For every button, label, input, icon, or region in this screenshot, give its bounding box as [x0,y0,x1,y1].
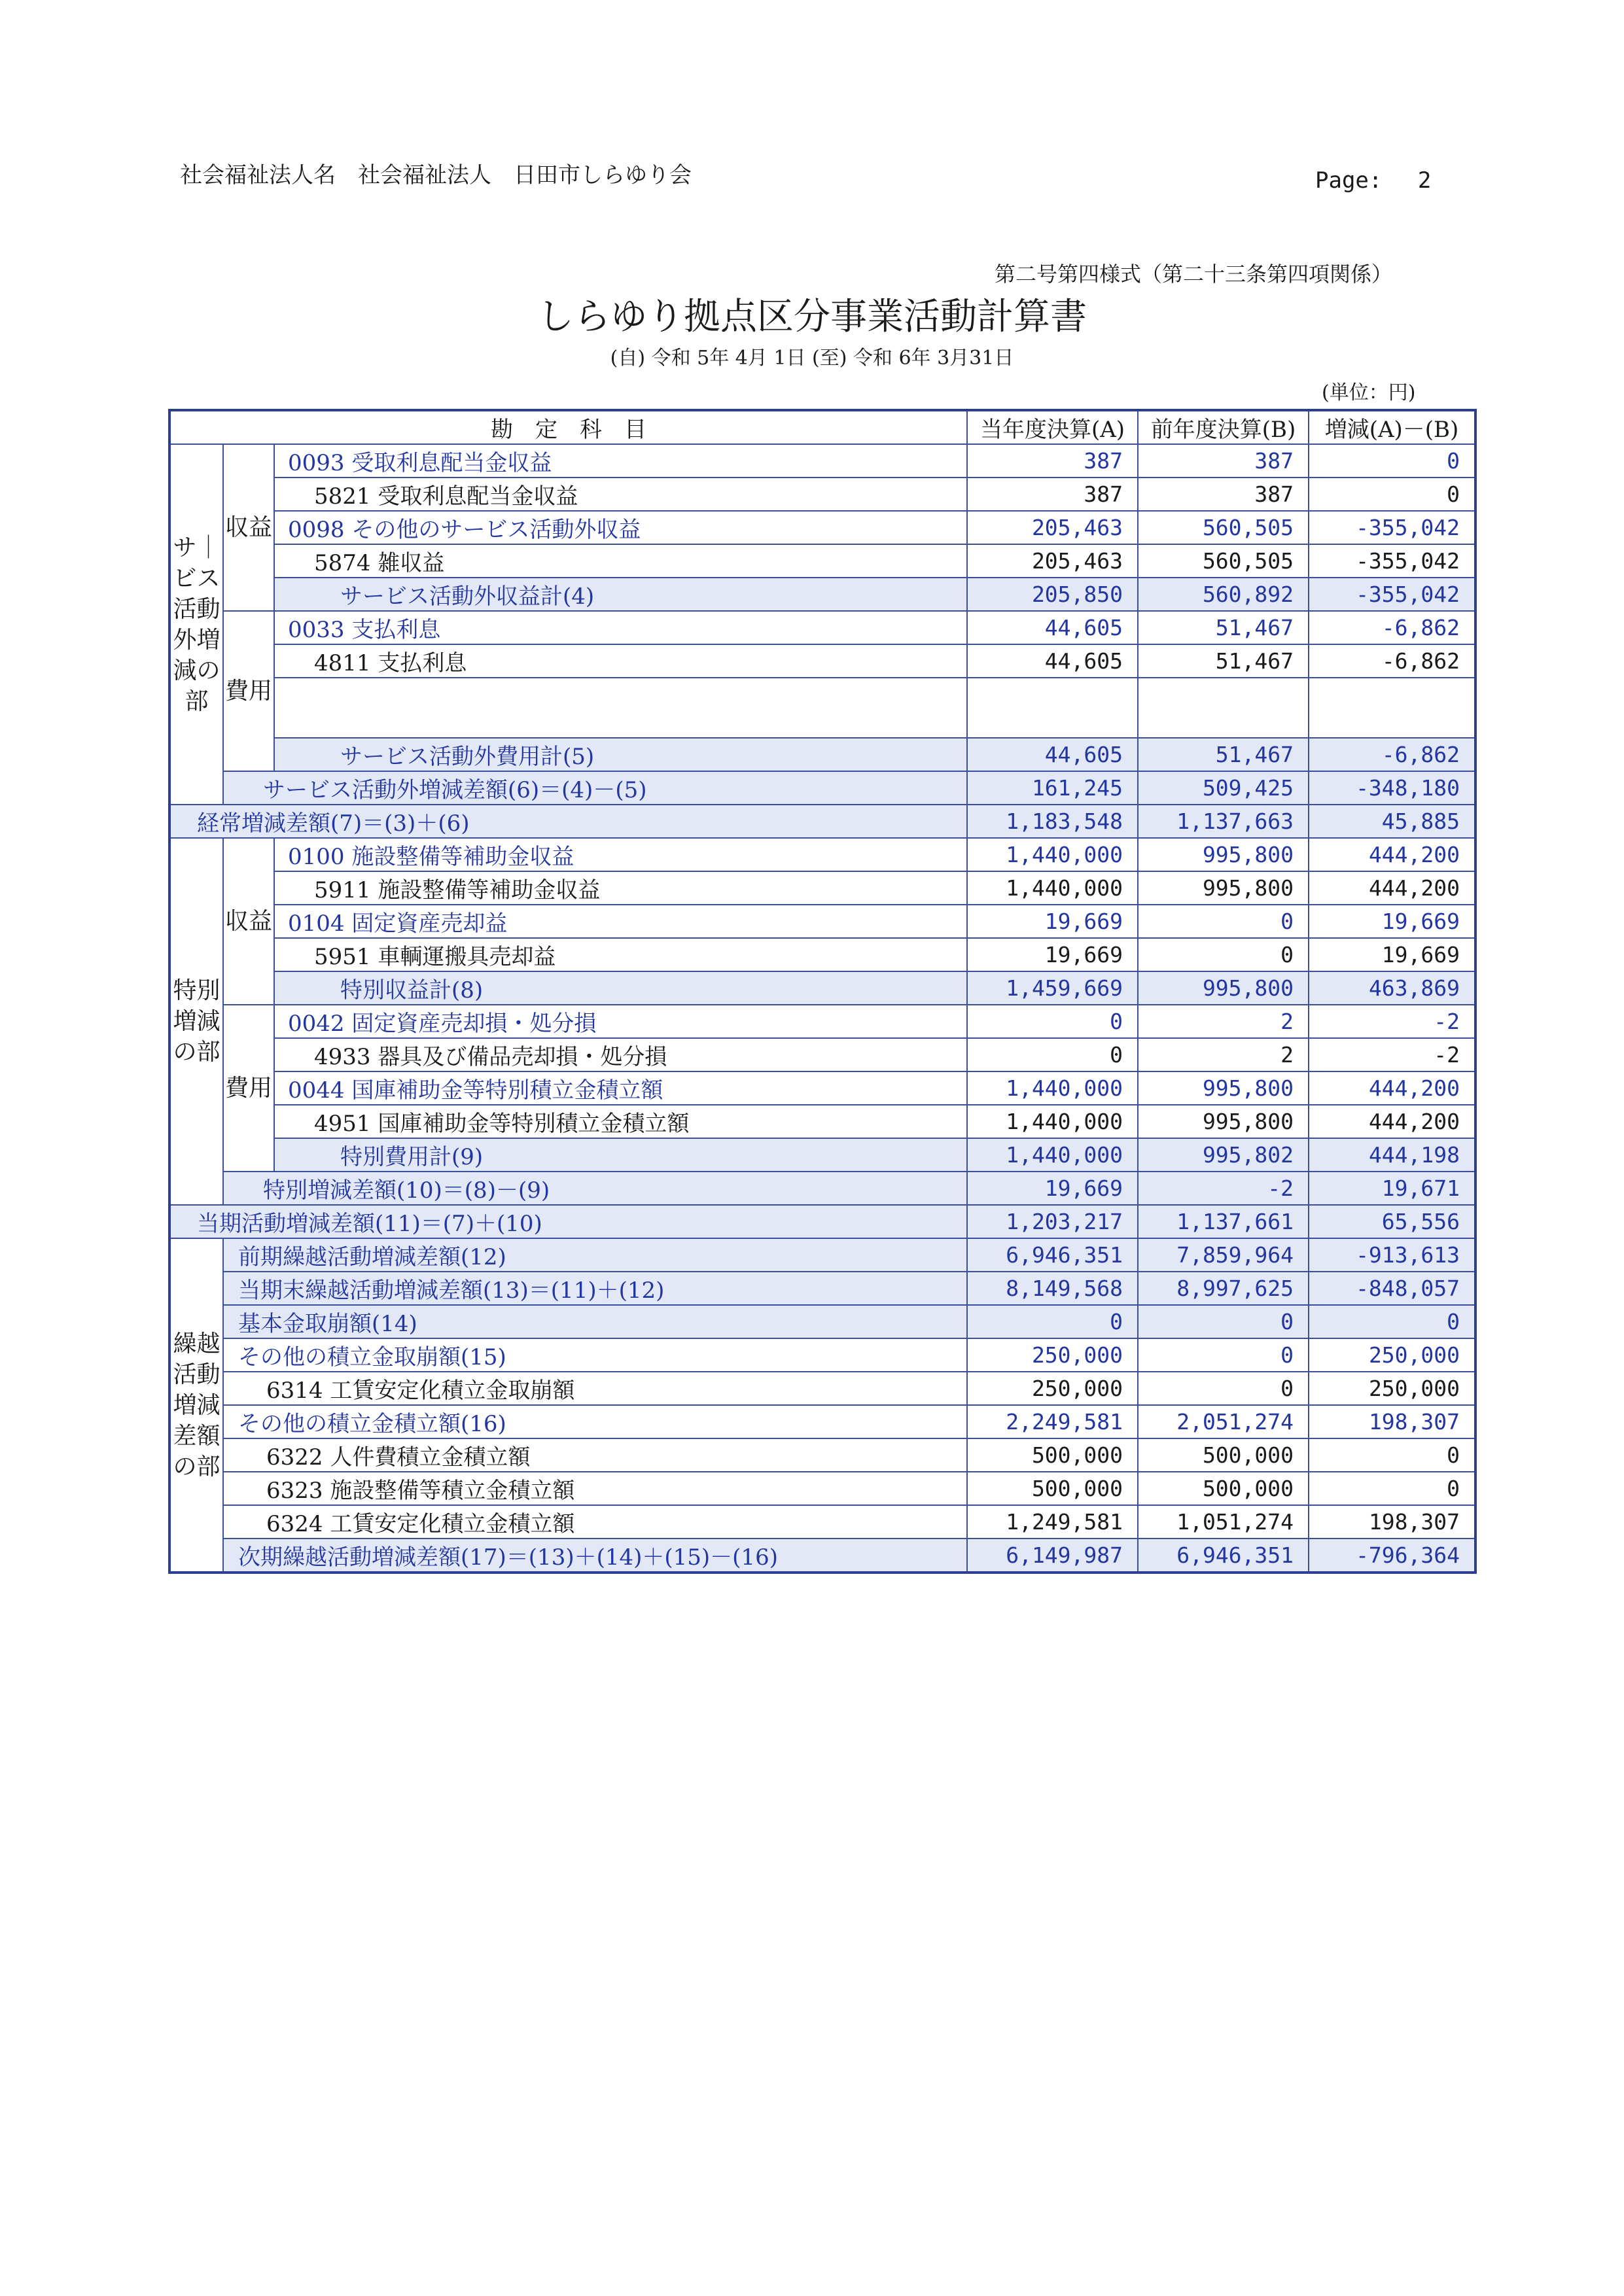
value-change: -848,057 [1309,1272,1475,1305]
value-current: 161,245 [967,771,1138,805]
value-change: 0 [1309,1438,1475,1472]
value-previous: 995,800 [1138,871,1309,905]
value-current: 44,605 [967,644,1138,678]
table-row [169,938,1475,971]
value-previous: 51,467 [1138,738,1309,771]
value-current: 19,669 [967,938,1138,971]
subtotal-row [169,738,1475,771]
blank-cell [1309,678,1475,738]
row-label: 次期繰越活動増減差額(17)＝(13)＋(14)＋(15)－(16) [223,1539,967,1573]
value-previous: 1,137,663 [1138,805,1309,838]
value-current: 6,149,987 [967,1539,1138,1573]
subtotal-row [169,1138,1475,1172]
row-label: 5911 施設整備等補助金収益 [274,871,967,905]
blank-row [169,678,1475,738]
row-label: 0104 固定資産売却益 [274,905,967,938]
table-row [169,1305,1475,1338]
value-current: 1,249,581 [967,1505,1138,1539]
value-current: 0 [967,1305,1138,1338]
value-current: 500,000 [967,1472,1138,1505]
value-previous: 500,000 [1138,1438,1309,1472]
value-current: 1,440,000 [967,871,1138,905]
value-current: 19,669 [967,1172,1138,1205]
subsection-label-income: 収益 [223,838,274,1005]
column-header-current: 当年度決算(A) [967,410,1138,444]
value-previous: 0 [1138,905,1309,938]
row-label: 当期末繰越活動増減差額(13)＝(11)＋(12) [223,1272,967,1305]
value-previous: 995,802 [1138,1138,1309,1172]
row-label: 前期繰越活動増減差額(12) [223,1238,967,1272]
value-change: 19,671 [1309,1172,1475,1205]
subsection-label-expense: 費用 [223,611,274,771]
value-change: 444,198 [1309,1138,1475,1172]
table-row [169,1238,1475,1272]
row-label: 4951 国庫補助金等特別積立金積立額 [274,1105,967,1138]
value-previous: 0 [1138,1338,1309,1372]
value-current: 387 [967,444,1138,478]
row-label: 5821 受取利息配当金収益 [274,478,967,511]
value-previous: 560,505 [1138,511,1309,544]
value-previous: 6,946,351 [1138,1539,1309,1573]
value-change: -6,862 [1309,611,1475,644]
blank-cell [1138,678,1309,738]
value-change: -348,180 [1309,771,1475,805]
table-header-row [169,410,1475,444]
value-previous: 500,000 [1138,1472,1309,1505]
row-label: 0100 施設整備等補助金収益 [274,838,967,871]
value-current: 0 [967,1005,1138,1038]
value-current: 1,440,000 [967,1105,1138,1138]
value-change: 444,200 [1309,1105,1475,1138]
form-reference: 第二号第四様式（第二十三条第四項関係） [995,262,1393,287]
value-previous: 995,800 [1138,971,1309,1005]
value-previous: 387 [1138,478,1309,511]
row-label: 4933 器具及び備品売却損・処分損 [274,1038,967,1071]
table-row [169,905,1475,938]
row-label: 5951 車輌運搬具売却益 [274,938,967,971]
value-current: 1,183,548 [967,805,1138,838]
value-previous: 2,051,274 [1138,1405,1309,1438]
value-change: 250,000 [1309,1338,1475,1372]
table-row [169,644,1475,678]
value-current: 19,669 [967,905,1138,938]
value-current: 205,850 [967,578,1138,611]
value-change: -2 [1309,1005,1475,1038]
value-previous: 0 [1138,1372,1309,1405]
value-previous: 995,800 [1138,1105,1309,1138]
section-label-service-outside: サ｜ビス活動外増減の部 [169,444,223,805]
value-change: 198,307 [1309,1505,1475,1539]
row-label: その他の積立金取崩額(15) [223,1338,967,1372]
value-change: 444,200 [1309,1071,1475,1105]
table-row [169,444,1475,478]
row-label: サービス活動外収益計(4) [274,578,967,611]
row-label: 6322 人件費積立金積立額 [223,1438,967,1472]
value-change: -2 [1309,1038,1475,1071]
value-current: 1,203,217 [967,1205,1138,1238]
value-previous: -2 [1138,1172,1309,1205]
value-previous: 51,467 [1138,611,1309,644]
value-change: 0 [1309,444,1475,478]
currency-unit: (単位：円) [1322,381,1416,404]
value-current: 250,000 [967,1372,1138,1405]
column-header-previous: 前年度決算(B) [1138,410,1309,444]
page-number: Page: 2 [1315,167,1432,194]
row-label: 6323 施設整備等積立金積立額 [223,1472,967,1505]
table-row [169,1372,1475,1405]
value-current: 44,605 [967,611,1138,644]
row-label: 特別増減差額(10)＝(8)－(9) [223,1172,967,1205]
section-label-special: 特別増減の部 [169,838,223,1205]
table-row [169,1505,1475,1539]
row-label: 0093 受取利息配当金収益 [274,444,967,478]
ordinary-difference-row [169,805,1475,838]
row-label: 基本金取崩額(14) [223,1305,967,1338]
row-label: その他の積立金積立額(16) [223,1405,967,1438]
value-previous: 995,800 [1138,1071,1309,1105]
row-label: 0033 支払利息 [274,611,967,644]
blank-cell [967,678,1138,738]
table-row [169,1272,1475,1305]
value-change: -6,862 [1309,738,1475,771]
row-label: 0044 国庫補助金等特別積立金積立額 [274,1071,967,1105]
value-current: 0 [967,1038,1138,1071]
value-change: 463,869 [1309,971,1475,1005]
value-change: 444,200 [1309,871,1475,905]
value-change: 0 [1309,478,1475,511]
value-change: -355,042 [1309,578,1475,611]
value-current: 1,440,000 [967,1138,1138,1172]
value-change: 0 [1309,1472,1475,1505]
activity-statement-table [168,409,1477,1574]
section-label-carry-forward: 繰越活動増減差額の部 [169,1238,223,1573]
value-change: 198,307 [1309,1405,1475,1438]
value-current: 250,000 [967,1338,1138,1372]
difference-row [169,1172,1475,1205]
value-previous: 509,425 [1138,771,1309,805]
value-change: -6,862 [1309,644,1475,678]
fiscal-period: (自) 令和 5年 4月 1日 (至) 令和 6年 3月31日 [610,347,1014,370]
value-previous: 560,892 [1138,578,1309,611]
row-label: 当期活動増減差額(11)＝(7)＋(10) [169,1205,967,1238]
table-row [169,611,1475,644]
value-change: 250,000 [1309,1372,1475,1405]
final-difference-row [169,1539,1475,1573]
row-label: サービス活動外増減差額(6)＝(4)－(5) [223,771,967,805]
value-change: 19,669 [1309,938,1475,971]
row-label: 0042 固定資産売却損・処分損 [274,1005,967,1038]
value-current: 1,440,000 [967,1071,1138,1105]
table-row [169,544,1475,578]
table-row [169,1472,1475,1505]
value-previous: 995,800 [1138,838,1309,871]
subtotal-row [169,578,1475,611]
value-previous: 1,051,274 [1138,1505,1309,1539]
value-current: 205,463 [967,511,1138,544]
column-header-account: 勘 定 科 目 [169,410,967,444]
value-change: -355,042 [1309,544,1475,578]
value-change: -355,042 [1309,511,1475,544]
table-row [169,1405,1475,1438]
value-current: 1,440,000 [967,838,1138,871]
table-row [169,511,1475,544]
value-previous: 560,505 [1138,544,1309,578]
organization-name: 社会福祉法人名 社会福祉法人 日田市しらゆり会 [180,162,692,188]
value-previous: 0 [1138,1305,1309,1338]
row-label: 6324 工賃安定化積立金積立額 [223,1505,967,1539]
table-row [169,478,1475,511]
value-current: 44,605 [967,738,1138,771]
table-row [169,1105,1475,1138]
value-previous: 2 [1138,1038,1309,1071]
table-row [169,838,1475,871]
value-change: 45,885 [1309,805,1475,838]
row-label: サービス活動外費用計(5) [274,738,967,771]
row-label: 0098 その他のサービス活動外収益 [274,511,967,544]
value-current: 205,463 [967,544,1138,578]
row-label: 4811 支払利息 [274,644,967,678]
table-row [169,1338,1475,1372]
row-label: 特別費用計(9) [274,1138,967,1172]
value-current: 8,149,568 [967,1272,1138,1305]
value-change: -796,364 [1309,1539,1475,1573]
difference-row [169,771,1475,805]
subsection-label-income: 収益 [223,444,274,611]
value-change: 444,200 [1309,838,1475,871]
value-current: 387 [967,478,1138,511]
subsection-label-expense: 費用 [223,1005,274,1172]
value-current: 500,000 [967,1438,1138,1472]
row-label: 6314 工賃安定化積立金取崩額 [223,1372,967,1405]
value-previous: 387 [1138,444,1309,478]
value-previous: 8,997,625 [1138,1272,1309,1305]
table-row [169,1038,1475,1071]
value-change: 19,669 [1309,905,1475,938]
document-title: しらゆり拠点区分事業活動計算書 [537,296,1087,338]
value-current: 6,946,351 [967,1238,1138,1272]
value-change: -913,613 [1309,1238,1475,1272]
value-change: 65,556 [1309,1205,1475,1238]
value-change: 0 [1309,1305,1475,1338]
value-previous: 2 [1138,1005,1309,1038]
table-row [169,1005,1475,1038]
subtotal-row [169,971,1475,1005]
row-label: 特別収益計(8) [274,971,967,1005]
value-previous: 1,137,661 [1138,1205,1309,1238]
table-row [169,871,1475,905]
value-previous: 51,467 [1138,644,1309,678]
value-previous: 7,859,964 [1138,1238,1309,1272]
value-current: 2,249,581 [967,1405,1138,1438]
column-header-change: 増減(A)－(B) [1309,410,1475,444]
blank-cell [274,678,967,738]
row-label: 経常増減差額(7)＝(3)＋(6) [169,805,967,838]
value-current: 1,459,669 [967,971,1138,1005]
table-row [169,1438,1475,1472]
row-label: 5874 雑収益 [274,544,967,578]
value-previous: 0 [1138,938,1309,971]
table-row [169,1071,1475,1105]
current-period-difference-row [169,1205,1475,1238]
